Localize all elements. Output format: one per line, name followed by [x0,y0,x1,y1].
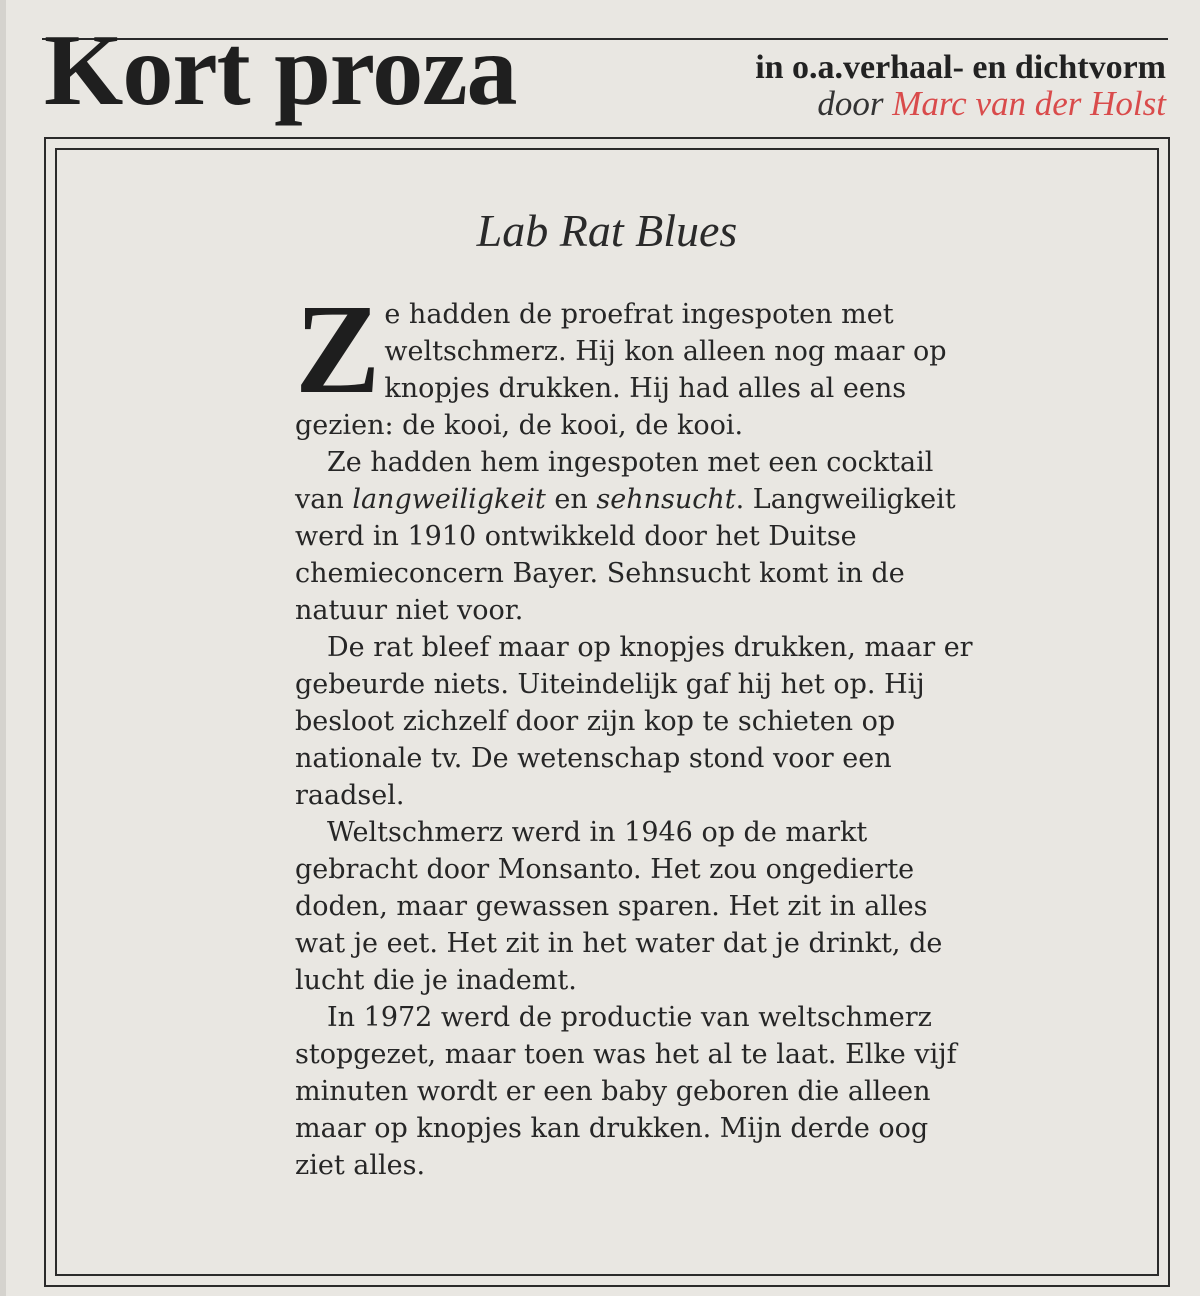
byline [755,83,1166,123]
paragraph-2-em-1: langweiligkeit [352,484,546,515]
paragraph-1 [295,278,975,444]
paragraph-2-a: Ze hadden hem ingespoten met een cocktail van [295,447,934,515]
column-title: Kort proza [44,14,517,127]
story-body [295,278,975,1184]
paragraph-2-em-2: sehnsucht [596,484,736,515]
paragraph-4: Weltschmerz werd in 1946 op de markt gebracht door Monsanto. Het zou ongedierte doden, maar gewassen sparen. Het zit in alles wat je eet. Het zit in het water dat je drinkt, de lucht die je inademt. [295,817,943,996]
story-title: Lab Rat Blues [476,205,738,256]
column-subtitle [755,50,1166,122]
paragraph-2 [295,444,975,629]
page-edge [0,0,6,1296]
tagline: in o.a.verhaal- en dichtvorm [755,49,1166,86]
paragraph-2-c: . Langweiligkeit werd in 1910 ontwikkeld door het Duitse chemieconcern Bayer. Sehnsucht komt in de natuur niet voor. [295,484,956,626]
drop-cap: Z [295,278,381,420]
paragraph-2-b: en [545,484,597,515]
byline-prefix: door [817,83,884,123]
author-name: Marc van der Holst [892,83,1166,123]
paragraph-1-text: e hadden de proefrat ingespoten met weltschmerz. Hij kon alleen nog maar op knopjes drukken. Hij had alles al eens gezien: de kooi, de kooi, de kooi. [295,299,947,441]
paragraph-3: De rat bleef maar op knopjes drukken, maar er gebeurde niets. Uiteindelijk gaf hij het op. Hij besloot zichzelf door zijn kop te schieten op nationale tv. De wetenschap stond voor een raadsel. [295,632,973,811]
story-frame-inner [55,148,1159,1276]
story-frame [44,137,1170,1287]
paragraph-5: In 1972 werd de productie van weltschmerz stopgezet, maar toen was het al te laat. Elke vijf minuten wordt er een baby geboren die alleen maar op knopjes kan drukken. Mijn derde oog ziet alles. [295,1002,957,1181]
